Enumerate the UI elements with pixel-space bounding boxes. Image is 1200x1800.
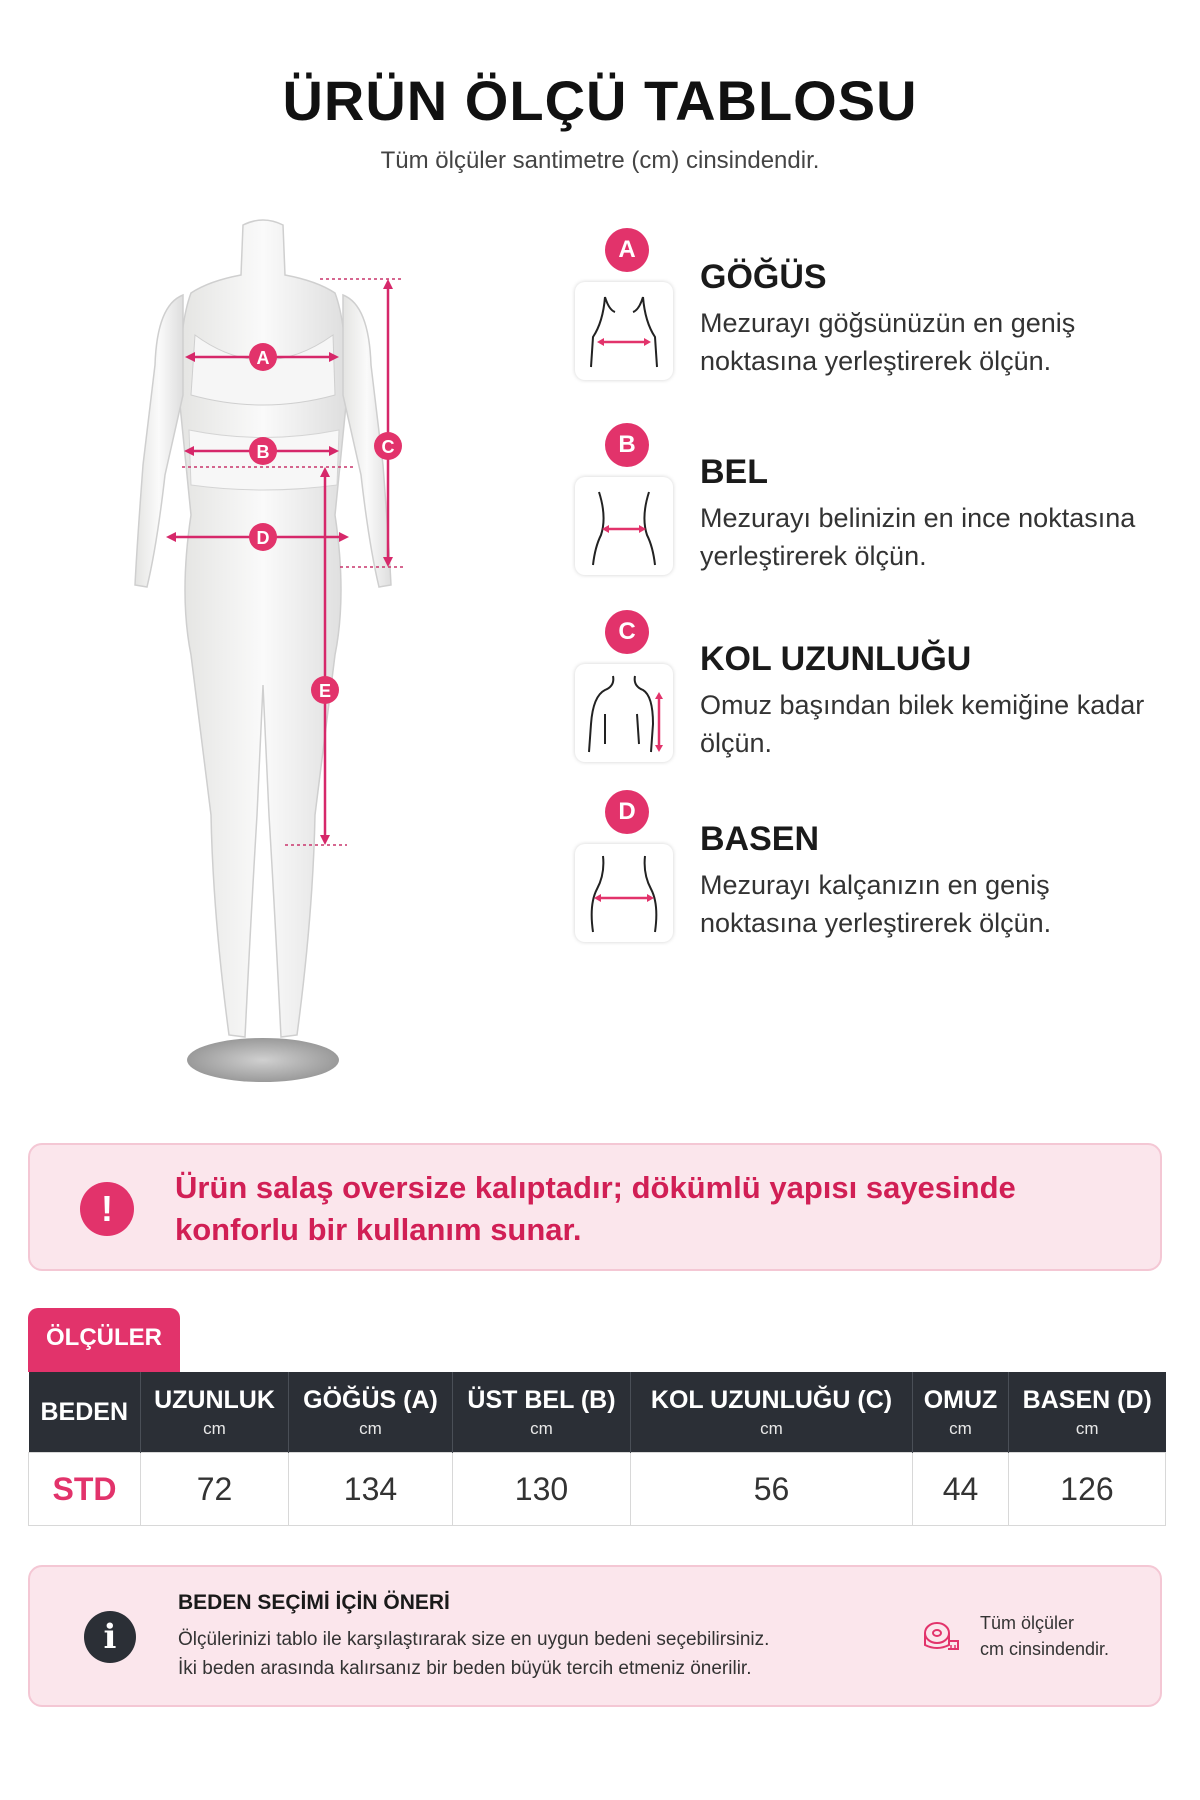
mannequin-illustration xyxy=(85,215,485,1085)
marker-d xyxy=(249,523,277,551)
measurement-title: BASEN xyxy=(700,820,820,858)
value-cell: 134 xyxy=(289,1453,453,1526)
measurement-item-arm-length xyxy=(575,610,1175,790)
badge-a: A xyxy=(605,228,649,272)
value-cell: 130 xyxy=(453,1453,631,1526)
svg-text:D: D xyxy=(256,528,270,548)
column-header: ÜST BEL (B) cm xyxy=(453,1372,631,1453)
measurement-item-hip xyxy=(575,790,1175,970)
column-header: BASEN (D) cm xyxy=(1009,1372,1166,1453)
page-subtitle: Tüm ölçüler santimetre (cm) cinsindendir. xyxy=(380,147,820,174)
marker-a xyxy=(249,343,277,371)
chest-measure-icon xyxy=(575,282,673,380)
measurement-description: Mezurayı göğsünüzün en geniş noktasına yerleştirerek ölçün. xyxy=(700,308,1076,376)
badge-c: C xyxy=(605,610,649,654)
exclamation-icon: ! xyxy=(80,1182,134,1236)
info-icon: i xyxy=(84,1611,136,1663)
badge-b: B xyxy=(605,423,649,467)
table-tab-label: ÖLÇÜLER xyxy=(28,1308,180,1372)
column-header: OMUZ cm xyxy=(913,1372,1009,1453)
tip-title: BEDEN SEÇİMİ İÇİN ÖNERİ xyxy=(178,1591,450,1614)
page-title: ÜRÜN ÖLÇÜ TABLOSU xyxy=(282,69,918,132)
table-row xyxy=(29,1453,1166,1526)
fit-notice xyxy=(28,1143,1162,1271)
measurement-item-chest xyxy=(575,228,1175,408)
measurement-description: Mezurayı kalçanızın en geniş noktasına yerleştirerek ölçün. xyxy=(700,870,1052,938)
waist-measure-icon xyxy=(575,477,673,575)
measurement-title: KOL UZUNLUĞU xyxy=(700,640,972,678)
svg-text:B: B xyxy=(256,442,270,462)
stand-base xyxy=(187,1038,339,1082)
svg-text:A: A xyxy=(256,348,270,368)
tip-text: Ölçülerinizi tablo ile karşılaştırarak size en uygun bedeni seçebilirsiniz. xyxy=(178,1629,770,1650)
value-cell: 56 xyxy=(631,1453,913,1526)
column-header: UZUNLUK cm xyxy=(141,1372,289,1453)
measurement-description: Omuz başından bilek kemiğine kadar ölçün. xyxy=(700,690,1145,758)
column-header: KOL UZUNLUĞU (C) cm xyxy=(631,1372,913,1453)
column-header: BEDEN xyxy=(29,1372,141,1453)
svg-text:C: C xyxy=(381,437,395,457)
left-arm xyxy=(135,295,183,587)
size-tip-box xyxy=(28,1565,1162,1707)
hip-measure-icon xyxy=(575,844,673,942)
measurement-title: BEL xyxy=(700,453,768,491)
value-cell: 44 xyxy=(913,1453,1009,1526)
column-header: GÖĞÜS (A) cm xyxy=(289,1372,453,1453)
measurement-item-waist xyxy=(575,423,1175,603)
table-header-row xyxy=(29,1372,1166,1453)
measuring-tape-icon xyxy=(920,1617,960,1657)
marker-c xyxy=(374,432,402,460)
value-cell: 126 xyxy=(1009,1453,1166,1526)
arm-length-icon xyxy=(575,664,673,762)
measurement-description: Mezurayı belinizin en ince noktasına yerleştirerek ölçün. xyxy=(700,503,1136,571)
marker-b xyxy=(249,437,277,465)
measurement-title: GÖĞÜS xyxy=(700,258,827,296)
marker-e xyxy=(311,676,339,704)
badge-d: D xyxy=(605,790,649,834)
value-cell: 72 xyxy=(141,1453,289,1526)
svg-text:E: E xyxy=(318,681,332,701)
tip-note: cm cinsindendir. xyxy=(980,1639,1110,1659)
tip-note: Tüm ölçüler xyxy=(980,1613,1075,1633)
size-cell: STD xyxy=(29,1453,141,1526)
size-table xyxy=(28,1372,1166,1526)
tip-text: İki beden arasında kalırsanız bir beden büyük tercih etmeniz önerilir. xyxy=(178,1658,752,1679)
notice-text: Ürün salaş oversize kalıptadır; dökümlü yapısı sayesinde konforlu bir kullanım sunar. xyxy=(175,1170,1016,1247)
